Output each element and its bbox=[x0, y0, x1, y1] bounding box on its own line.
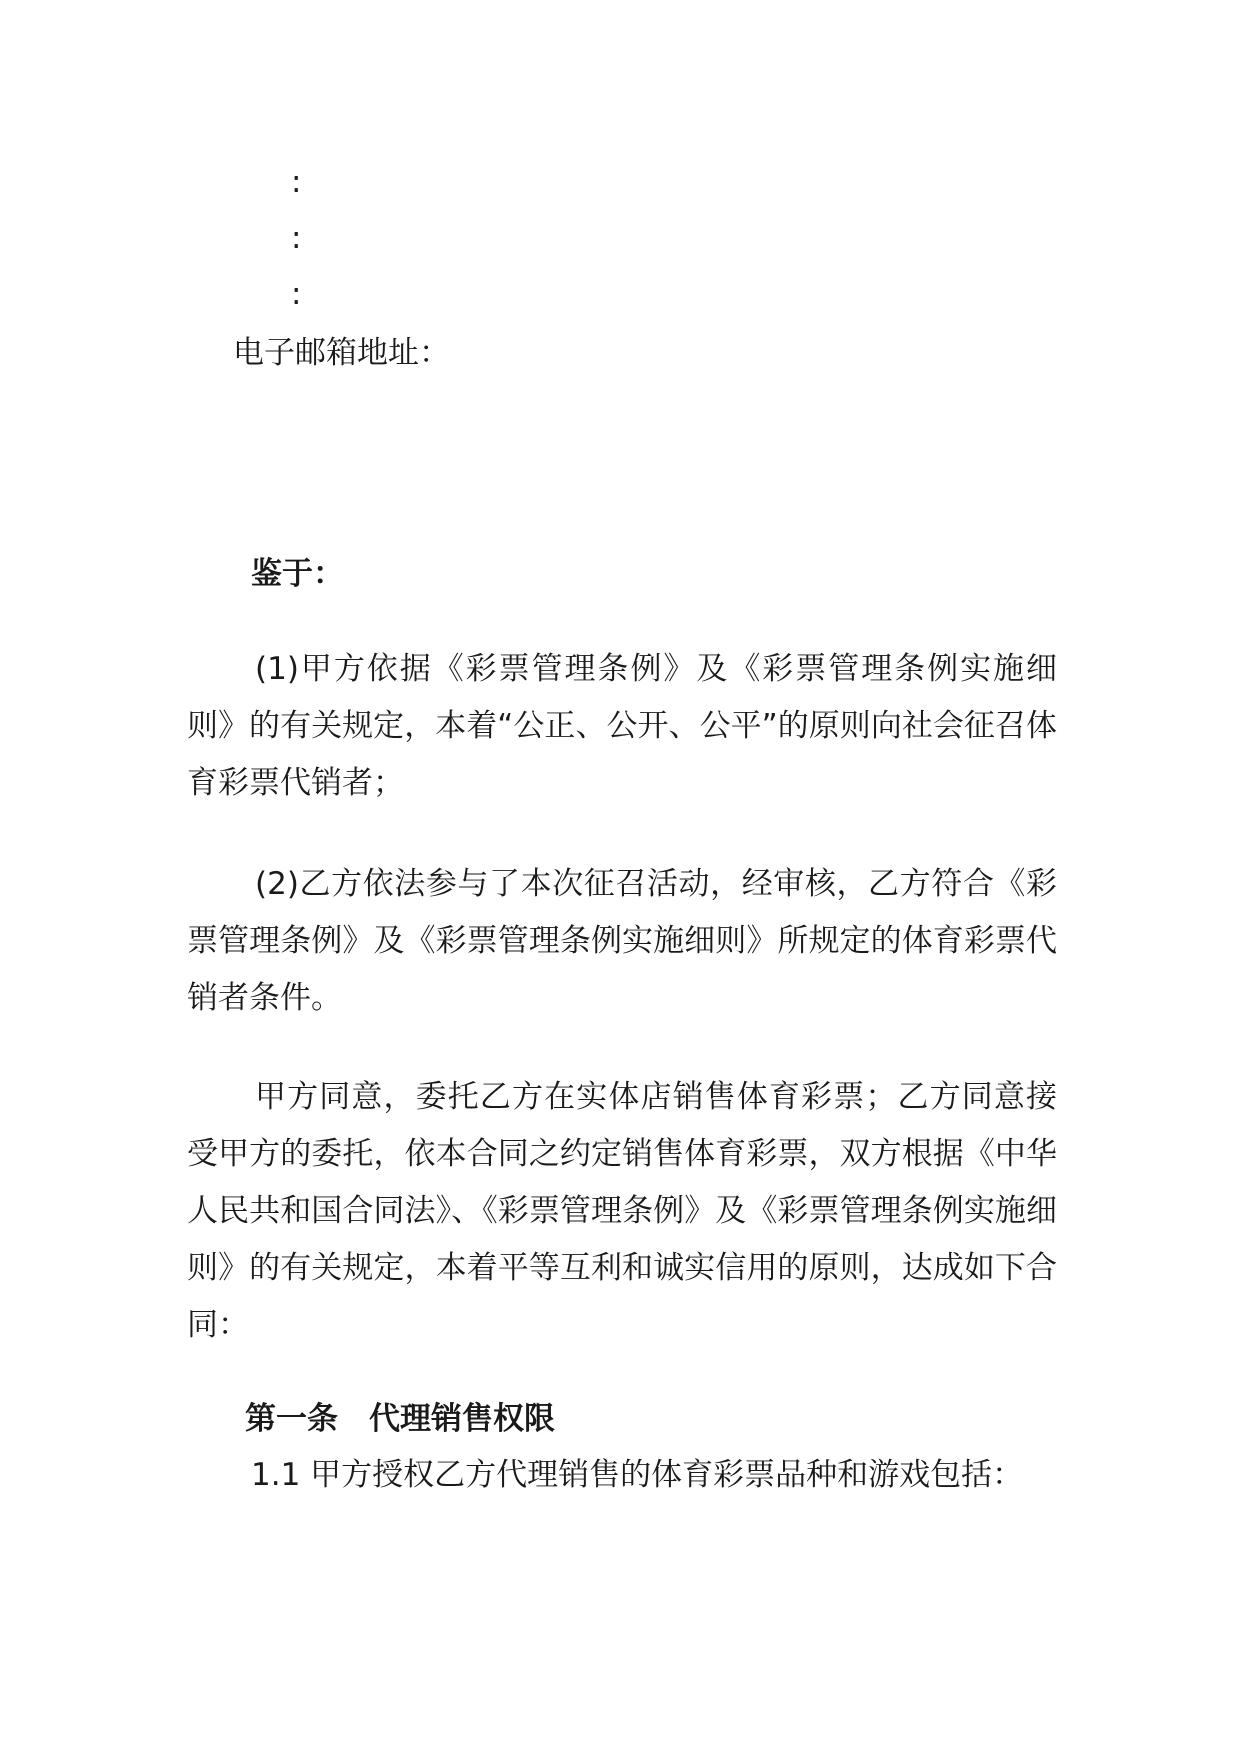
agreement-paragraph: 甲方同意，委托乙方在实体店销售体育彩票；乙方同意接受甲方的委托，依本合同之约定销售体育彩票，双方根据《中华人民共和国合同法》、《彩票管理条例》及《彩票管理条例实施细则》的有关规定，本着平等互利和诚实信用的原则，达成如下合同： bbox=[187, 1079, 1057, 1343]
clause-1-1: 1.1 甲方授权乙方代理销售的体育彩票品种和游戏包括： bbox=[251, 1457, 1024, 1493]
field-colon-2: : bbox=[291, 220, 302, 256]
field-colon-3: : bbox=[291, 276, 302, 312]
recital-item-1: (1)甲方依据《彩票管理条例》及《彩票管理条例实施细则》的有关规定，本着“公正、公开、公平”的原则向社会征召体育彩票代销者； bbox=[187, 651, 1057, 801]
email-label: 电子邮箱地址： bbox=[233, 335, 450, 371]
field-colon-1: : bbox=[291, 164, 302, 200]
recital-item-2: (2)乙方依法参与了本次征召活动，经审核，乙方符合《彩票管理条例》及《彩票管理条例实施细则》所规定的体育彩票代销者条件。 bbox=[187, 866, 1057, 1016]
recitals-heading: 鉴于： bbox=[251, 556, 344, 592]
article-1-title: 第一条 代理销售权限 bbox=[245, 1401, 555, 1437]
